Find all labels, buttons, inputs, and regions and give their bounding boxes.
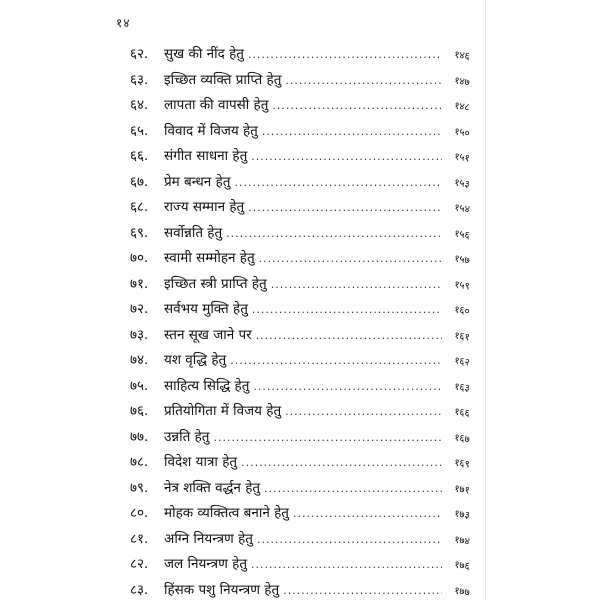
toc-entry: [130, 248, 470, 274]
entry-number: ७५.: [130, 376, 160, 394]
entry-title: सर्वोन्नति हेतु: [160, 223, 222, 241]
dot-leader: [213, 431, 442, 444]
toc-entry: [130, 401, 470, 427]
entry-title: विवाद में विजय हेतु: [160, 121, 258, 139]
entry-number: ६३.: [130, 70, 160, 88]
dot-leader: [272, 99, 442, 112]
dot-leader: [256, 329, 442, 342]
dot-leader: [248, 48, 442, 61]
page-number: १४: [116, 14, 130, 31]
entry-page: १५७: [445, 249, 471, 266]
toc-entry: [130, 580, 470, 605]
toc-entry: [130, 325, 470, 351]
entry-title: सुख की नींद हेतु: [160, 44, 244, 62]
dot-leader: [234, 176, 442, 189]
toc-entry: [130, 70, 470, 96]
entry-page: १६३: [445, 377, 471, 394]
page-edge-divider: [485, 0, 486, 600]
toc-entry: [130, 452, 470, 478]
entry-number: ७६.: [130, 401, 160, 419]
entry-page: १५१: [445, 147, 471, 164]
dot-leader: [248, 201, 442, 214]
dot-leader: [293, 507, 442, 520]
toc-entry: [130, 44, 470, 70]
dot-leader: [271, 278, 442, 291]
entry-page: १७७: [445, 581, 471, 598]
entry-page: १७६: [445, 555, 471, 572]
entry-number: ७२.: [130, 299, 160, 317]
dot-leader: [264, 482, 442, 495]
dot-leader: [283, 584, 442, 597]
entry-page: १५६: [445, 224, 471, 241]
toc-entry: [130, 427, 470, 453]
entry-number: ८१.: [130, 529, 160, 547]
entry-number: ७४.: [130, 350, 160, 368]
dot-leader: [259, 252, 442, 265]
toc-entry: [130, 172, 470, 198]
entry-page: १६७: [445, 428, 471, 445]
entry-title: लापता की वापसी हेतु: [160, 95, 268, 113]
toc-entry: [130, 197, 470, 223]
entry-number: ७१.: [130, 274, 160, 292]
entry-title: सर्वभय मुक्ति हेतु: [160, 299, 248, 317]
entry-number: ६७.: [130, 172, 160, 190]
entry-number: ६६.: [130, 146, 160, 164]
entry-number: ६८.: [130, 197, 160, 215]
entry-number: ७९.: [130, 478, 160, 496]
toc-entry: [130, 529, 470, 555]
entry-page: १६१: [445, 326, 471, 343]
dot-leader: [230, 354, 442, 367]
toc-entry: [130, 503, 470, 529]
dot-leader: [285, 74, 442, 87]
entry-page: १५४: [445, 198, 471, 215]
dot-leader: [252, 303, 442, 316]
entry-title: साहित्य सिद्धि हेतु: [160, 376, 249, 394]
entry-number: ७७.: [130, 427, 160, 445]
toc-entry: [130, 121, 470, 147]
entry-page: १५०: [445, 122, 471, 139]
entry-title: यश वृद्धि हेतु: [160, 350, 226, 368]
dot-leader: [251, 558, 442, 571]
entry-number: ७८.: [130, 452, 160, 470]
entry-page: १७३: [445, 504, 471, 521]
entry-title: इच्छित व्यक्ति प्राप्ति हेतु: [160, 70, 281, 88]
entry-page: १४६: [445, 45, 471, 62]
toc-entry: [130, 146, 470, 172]
entry-page: १५३: [445, 173, 471, 190]
entry-page: १४८: [445, 96, 471, 113]
entry-page: १६६: [445, 402, 471, 419]
entry-title: स्वामी सम्मोहन हेतु: [160, 248, 255, 266]
dot-leader: [285, 405, 442, 418]
dot-leader: [226, 227, 442, 240]
dot-leader: [251, 150, 442, 163]
entry-page: १५९: [445, 275, 471, 292]
entry-title: विदेश यात्रा हेतु: [160, 452, 237, 470]
entry-title: मोहक व्यक्तित्व बनाने हेतु: [160, 503, 289, 521]
entry-number: ६४.: [130, 95, 160, 113]
entry-page: १६९: [445, 453, 471, 470]
entry-page: १७४: [445, 530, 471, 547]
dot-leader: [241, 456, 442, 469]
toc-entry: [130, 223, 470, 249]
entry-number: ८२.: [130, 554, 160, 572]
entry-number: ८०.: [130, 503, 160, 521]
entry-number: ६२.: [130, 44, 160, 62]
toc-entry: [130, 95, 470, 121]
toc-entry: [130, 478, 470, 504]
entry-title: इच्छित स्त्री प्राप्ति हेतु: [160, 274, 267, 292]
table-of-contents: [130, 44, 470, 605]
toc-entry: [130, 554, 470, 580]
entry-title: अग्नि नियन्त्रण हेतु: [160, 529, 253, 547]
entry-page: १४७: [445, 71, 471, 88]
entry-number: ७३.: [130, 325, 160, 343]
entry-title: प्रतियोगिता में विजय हेतु: [160, 401, 281, 419]
entry-title: संगीत साधना हेतु: [160, 146, 247, 164]
dot-leader: [253, 380, 442, 393]
toc-entry: [130, 350, 470, 376]
entry-page: १७१: [445, 479, 471, 496]
entry-title: हिंसक पशु नियन्त्रण हेतु: [160, 580, 279, 598]
entry-number: ६५.: [130, 121, 160, 139]
entry-title: जल नियन्त्रण हेतु: [160, 554, 247, 572]
entry-title: राज्य सम्मान हेतु: [160, 197, 244, 215]
entry-page: १६०: [445, 300, 471, 317]
entry-number: ६९.: [130, 223, 160, 241]
entry-page: १६२: [445, 351, 471, 368]
toc-entry: [130, 376, 470, 402]
entry-number: ७०.: [130, 248, 160, 266]
entry-title: स्तन सूख जाने पर: [160, 325, 252, 343]
entry-title: प्रेम बन्धन हेतु: [160, 172, 230, 190]
entry-title: नेत्र शक्ति वर्द्धन हेतु: [160, 478, 260, 496]
entry-title: उन्नति हेतु: [160, 427, 209, 445]
entry-number: ८३.: [130, 580, 160, 598]
toc-entry: [130, 299, 470, 325]
dot-leader: [257, 533, 442, 546]
toc-entry: [130, 274, 470, 300]
dot-leader: [262, 125, 442, 138]
